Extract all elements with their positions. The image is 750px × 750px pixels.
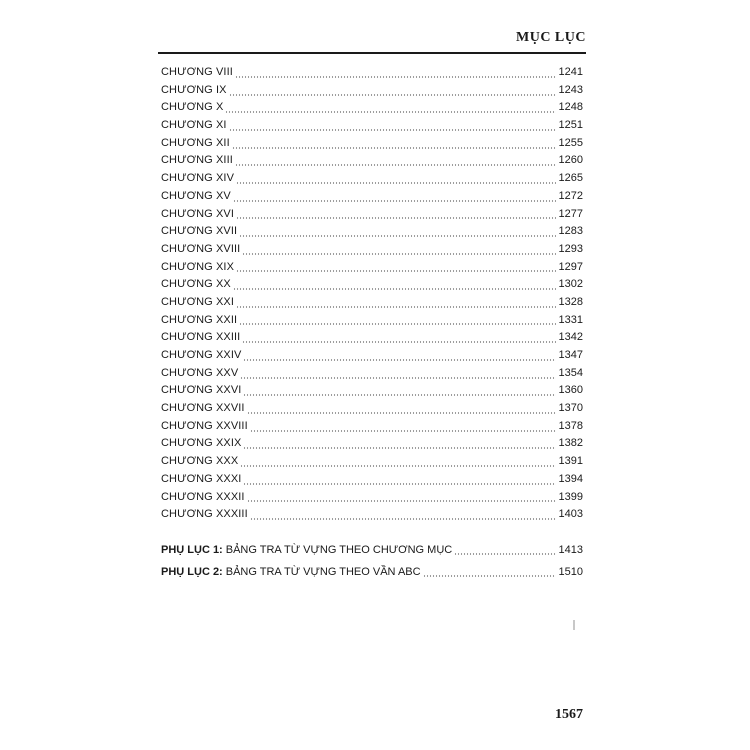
toc-entry bbox=[161, 453, 583, 471]
toc-entry-page: 1241 bbox=[558, 66, 583, 78]
toc-entry bbox=[161, 188, 583, 206]
appendix-entry-label: BẢNG TRA TỪ VỰNG THEO VẦN ABC bbox=[225, 566, 421, 578]
toc-entry-label: CHƯƠNG XXXII bbox=[161, 490, 245, 503]
appendix-entry-label: BẢNG TRA TỪ VỰNG THEO CHƯƠNG MỤC bbox=[225, 544, 453, 556]
dot-leader bbox=[250, 430, 556, 432]
toc-entry-label: CHƯƠNG XXI bbox=[161, 295, 234, 308]
toc-entry-page: 1260 bbox=[558, 154, 583, 167]
toc-entry-label: CHƯƠNG XXVI bbox=[161, 384, 242, 397]
toc-entry bbox=[161, 489, 583, 507]
dot-leader bbox=[235, 164, 556, 166]
toc-entry-label: CHƯƠNG XVI bbox=[161, 207, 234, 220]
dot-leader bbox=[239, 235, 555, 237]
toc-entry-page: 1248 bbox=[558, 101, 583, 114]
toc-entry-page: 1360 bbox=[558, 384, 583, 397]
dot-leader bbox=[247, 500, 556, 502]
toc-entry bbox=[161, 206, 583, 224]
running-header bbox=[158, 22, 586, 54]
toc-entry-label: CHƯƠNG XXIII bbox=[161, 331, 241, 344]
dot-leader bbox=[232, 147, 556, 149]
toc-entry bbox=[161, 223, 583, 241]
dot-leader bbox=[454, 553, 555, 555]
toc-entry-label: CHƯƠNG XXII bbox=[161, 313, 238, 326]
toc-entry bbox=[161, 329, 583, 347]
toc-entry bbox=[161, 418, 583, 436]
toc-entry bbox=[161, 347, 583, 365]
toc-entry-label: CHƯƠNG XVII bbox=[161, 225, 238, 238]
dot-leader bbox=[229, 129, 556, 131]
toc-entry bbox=[161, 400, 583, 418]
dot-leader bbox=[233, 288, 556, 290]
toc-entry-label: CHƯƠNG XVIII bbox=[161, 242, 241, 255]
toc-entry-page: 1370 bbox=[558, 402, 583, 415]
toc-entry-page: 1283 bbox=[558, 225, 583, 238]
toc-entry-page: 1347 bbox=[558, 349, 583, 361]
toc-entry-page: 1265 bbox=[558, 172, 583, 185]
dot-leader bbox=[242, 253, 555, 255]
dot-leader bbox=[236, 270, 556, 272]
toc-entry bbox=[161, 506, 583, 524]
toc-entry-page: 1382 bbox=[558, 437, 583, 450]
appendix-entry bbox=[161, 561, 583, 583]
toc-entry bbox=[161, 435, 583, 453]
toc-entry bbox=[161, 64, 583, 82]
toc-entry bbox=[161, 170, 583, 188]
toc-entry-label: CHƯƠNG XIII bbox=[161, 154, 233, 167]
chapter-list bbox=[161, 64, 583, 524]
dot-leader bbox=[236, 217, 556, 219]
toc-entry bbox=[161, 365, 583, 383]
dot-leader bbox=[247, 412, 556, 414]
toc-entry bbox=[161, 471, 583, 489]
dot-leader bbox=[236, 182, 556, 184]
dot-leader bbox=[233, 200, 556, 202]
toc-entry bbox=[161, 152, 583, 170]
toc-entry-label: CHƯƠNG XXVIII bbox=[161, 419, 248, 432]
toc-entry-label: CHƯƠNG XIX bbox=[161, 260, 234, 273]
toc-entry-page: 1328 bbox=[558, 295, 583, 308]
appendix-entry bbox=[161, 539, 583, 561]
toc-entry-page: 1255 bbox=[558, 136, 583, 149]
toc-entry bbox=[161, 135, 583, 153]
toc-entry-page: 1378 bbox=[558, 419, 583, 432]
toc-entry-page: 1302 bbox=[558, 278, 583, 291]
toc-entry-page: 1277 bbox=[558, 207, 583, 220]
dot-leader bbox=[243, 394, 555, 396]
dot-leader bbox=[240, 465, 555, 467]
toc-entry-label: CHƯƠNG VIII bbox=[161, 66, 233, 78]
toc-entry-page: 1399 bbox=[558, 490, 583, 503]
toc-entry bbox=[161, 241, 583, 259]
toc-entry bbox=[161, 259, 583, 277]
toc-entry-page: 1331 bbox=[558, 313, 583, 326]
toc-entry bbox=[161, 294, 583, 312]
toc-entry-label: CHƯƠNG XXV bbox=[161, 366, 239, 379]
running-header-title: MỤC LỤC bbox=[516, 30, 586, 45]
toc-entry-page: 1394 bbox=[558, 472, 583, 485]
toc-entry-page: 1293 bbox=[558, 242, 583, 255]
toc-entry bbox=[161, 99, 583, 117]
dot-leader bbox=[242, 341, 555, 343]
toc-entry-page: 1354 bbox=[558, 366, 583, 379]
toc-entry-page: 1243 bbox=[558, 83, 583, 96]
toc-entry-label: CHƯƠNG XXIV bbox=[161, 349, 242, 361]
toc-entry bbox=[161, 276, 583, 294]
toc-entry-label: CHƯƠNG XXIX bbox=[161, 437, 242, 450]
toc-entry-label: CHƯƠNG XXVII bbox=[161, 402, 245, 415]
dot-leader bbox=[243, 447, 555, 449]
toc-entry bbox=[161, 382, 583, 400]
toc-entry bbox=[161, 117, 583, 135]
appendix-entry-page: 1510 bbox=[558, 566, 583, 578]
dot-leader bbox=[250, 518, 556, 520]
dot-leader bbox=[229, 94, 556, 96]
toc-entry-page: 1272 bbox=[558, 189, 583, 202]
toc-entry-label: CHƯƠNG XX bbox=[161, 278, 231, 291]
toc-entry-label: CHƯƠNG XII bbox=[161, 136, 230, 149]
toc-entry-label: CHƯƠNG XXXI bbox=[161, 472, 242, 485]
dot-leader bbox=[239, 323, 555, 325]
dot-leader bbox=[243, 483, 555, 485]
toc-entry-label: CHƯƠNG XXX bbox=[161, 455, 239, 468]
toc-entry-page: 1251 bbox=[558, 119, 583, 132]
appendix-entry-key: PHỤ LỤC 2: bbox=[161, 566, 223, 578]
toc-entry-page: 1391 bbox=[558, 455, 583, 468]
toc-entry-page: 1297 bbox=[558, 260, 583, 273]
toc-entry-label: CHƯƠNG X bbox=[161, 101, 224, 114]
page-number: 1567 bbox=[555, 707, 583, 722]
appendix-entry-key: PHỤ LỤC 1: bbox=[161, 544, 223, 556]
dot-leader bbox=[235, 76, 556, 78]
toc-entry bbox=[161, 312, 583, 330]
toc-entry-label: CHƯƠNG XIV bbox=[161, 172, 234, 185]
dot-leader bbox=[236, 306, 556, 308]
toc-entry-page: 1403 bbox=[558, 508, 583, 521]
toc-entry-label: CHƯƠNG XXXIII bbox=[161, 508, 248, 521]
toc-entry-label: CHƯƠNG XI bbox=[161, 119, 227, 132]
dot-leader bbox=[243, 359, 555, 361]
appendix-entry-page: 1413 bbox=[558, 544, 583, 556]
dot-leader bbox=[423, 575, 556, 577]
toc-entry-label: CHƯƠNG IX bbox=[161, 83, 227, 96]
toc-entry bbox=[161, 82, 583, 100]
print-mark bbox=[573, 620, 575, 630]
toc-entry-page: 1342 bbox=[558, 331, 583, 344]
dot-leader bbox=[240, 377, 555, 379]
dot-leader bbox=[225, 111, 555, 113]
appendix-list bbox=[161, 539, 583, 583]
toc-entry-label: CHƯƠNG XV bbox=[161, 189, 231, 202]
